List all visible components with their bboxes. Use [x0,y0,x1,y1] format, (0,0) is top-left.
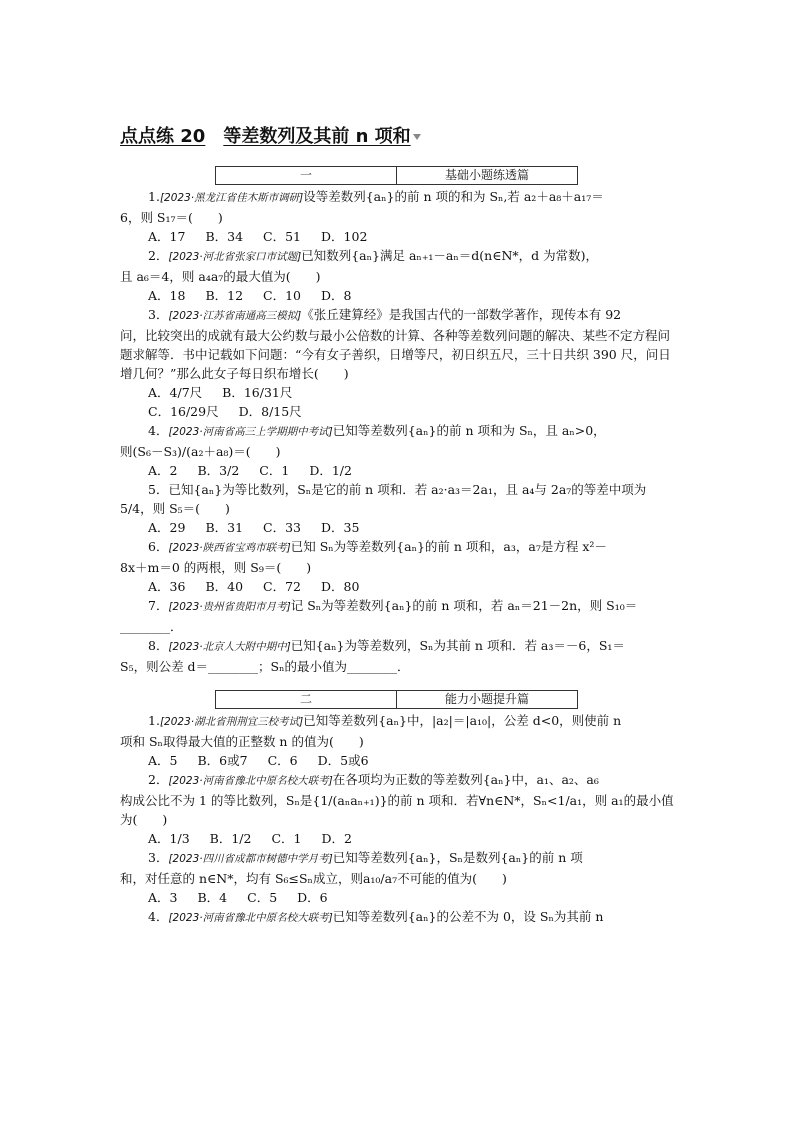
answer-option: B．12 [205,288,244,303]
question-text: S₅，则公差 d＝________；Sₙ的最小值为________． [120,659,410,674]
worksheet-page [120,122,680,928]
question-text: 8x＋m＝0 的两根，则 S₉＝( ) [120,560,312,575]
answer-option: C．51 [263,229,302,244]
question-text [120,596,680,617]
question-text: 2． [148,248,169,263]
options-row [120,751,680,770]
question-source: [2023·河南省豫北中原名校大联考] [168,775,333,787]
question-text: 和，对任意的 n∈N*，均有 S₆≤Sₙ成立，则a₁₀/a₇不可能的值为( ) [120,871,507,886]
answer-option: D．8 [321,288,352,303]
question-text [120,711,680,732]
section-number: 一 [216,167,397,185]
answer-option: D．102 [321,229,368,244]
question-text: 已知等差数列{aₙ}中，|a₂|＝|a₁₀|，公差 d<0，则使前 n [303,713,622,728]
answer-option: B．16/31尺 [222,385,293,400]
section-number: 二 [216,691,397,709]
question-1-7 [120,596,680,636]
question-text: 且 a₆＝4，则 a₄a₇的最大值为( ) [120,269,321,284]
title-main: 等差数列及其前 n 项和 [223,126,411,147]
question-text: 则(S₆－S₃)/(a₂＋a₈)＝( ) [120,444,281,459]
question-text [120,421,680,442]
answer-option: A．17 [148,229,186,244]
question-text [120,636,680,657]
answer-option: C．5 [247,890,278,905]
options-row [120,518,680,537]
question-text: 已知数列{aₙ}满足 aₙ₊₁－aₙ＝d(n∈N*，d 为常数)， [301,248,599,263]
question-text: 6，则 S₁₇＝( ) [120,210,223,225]
question-1-6 [120,537,680,596]
answer-option: C．10 [263,288,302,303]
question-text: 已知等差数列{aₙ}，Sₙ是数列{aₙ}的前 n 项 [332,850,583,865]
answer-option: C．6 [267,753,298,768]
answer-option: D．35 [321,520,360,535]
answer-option: D．5或6 [317,753,369,768]
question-text: 1. [148,189,160,204]
answer-option: A．2 [148,463,178,478]
question-1-8 [120,636,680,676]
answer-option: D．80 [321,579,360,594]
answer-option: A．4/7尺 [148,385,203,400]
question-text: 在各项均为正数的等差数列{aₙ}中，a₁、a₂、a₆ [332,772,599,787]
question-2-4 [120,907,680,928]
question-text: 5/4，则 S₅＝( ) [120,501,230,516]
question-text: 3． [148,307,169,322]
options-row [120,227,680,246]
question-text: 记 Sₙ为等差数列{aₙ}的前 n 项和，若 aₙ＝21－2n，则 S₁₀＝ [290,598,638,613]
question-source: [2023·陕西省宝鸡市联考] [168,542,291,554]
question-text: 4． [148,909,169,924]
answer-option: B．31 [205,520,244,535]
question-text: 7． [148,598,169,613]
question-text: 8． [148,638,169,653]
answer-option: C．1 [271,831,302,846]
answer-option: A．29 [148,520,186,535]
answer-option: A．5 [148,753,178,768]
question-1-1 [120,187,680,246]
options-row [120,829,680,848]
question-text: ________． [120,619,183,634]
answer-option: D．2 [321,831,352,846]
answer-option: B．4 [197,890,228,905]
options-row [120,383,680,402]
answer-option: C．72 [263,579,302,594]
question-text: 问，比较突出的成就有最大公约数与最小公倍数的计算、各种等差数列问题的解决、某些不定方程问题求解等．书中记载如下问题：“今有女子善织，日增等尺，初日织五尺，三十日共织 390 尺，问日增几何？”那么此女子每日织布增长( ) [120,328,671,381]
question-source: [2023·北京人大附中期中] [168,641,291,653]
question-2-2 [120,770,680,848]
options-row [120,888,680,907]
dropdown-marker-icon [413,134,421,140]
answer-option: B．6或7 [197,753,248,768]
question-text [120,187,680,208]
question-1-5 [120,480,680,537]
question-source: [2023·河南省豫北中原名校大联考] [168,912,333,924]
question-text: 已知{aₙ}为等比数列，Sₙ是它的前 n 项和．若 a₂·a₃＝2a₁，且 a₄与 2a₇的等差中项为 [168,482,647,497]
question-text [120,770,680,791]
answer-option: C．33 [263,520,302,535]
question-text: 设等差数列{aₙ}的前 n 项的和为 Sₙ,若 a₂＋a₈＋a₁₇＝ [303,189,604,204]
question-text [120,848,680,869]
answer-option: A．18 [148,288,186,303]
options-row [120,461,680,480]
question-source: [2023·湖北省荆荆宜三校考试] [159,716,304,728]
question-text: 构成公比不为 1 的等比数列，Sₙ是{1/(aₙaₙ₊₁)}的前 n 项和．若∀n∈N*，Sₙ<1/a₁，则 a₁的最小值为( ) [120,793,674,827]
question-source: [2023·江苏省南通高三模拟] [168,310,302,322]
question-text [120,907,680,928]
options-row [120,286,680,305]
question-1-4 [120,421,680,480]
question-2-3 [120,848,680,907]
question-source: [2023·贵州省贵阳市月考] [168,601,291,613]
answer-option: B．40 [205,579,244,594]
answer-option: B．3/2 [197,463,240,478]
question-text: 2． [148,772,169,787]
options-row [120,577,680,596]
page-title [120,122,680,152]
question-1-3 [120,305,680,421]
question-text: 6． [148,539,169,554]
question-text: 已知 Sₙ为等差数列{aₙ}的前 n 项和，a₃，a₇是方程 x²－ [290,539,607,554]
question-text: 《张丘建算经》是我国古代的一部数学著作，现传本有 92 [301,307,622,322]
answer-option: B．34 [205,229,244,244]
question-1-2 [120,246,680,305]
question-text [120,480,680,499]
question-text: 已知等差数列{aₙ}的公差不为 0，设 Sₙ为其前 n [332,909,604,924]
question-source: [2023·黑龙江省佳木斯市调研] [159,192,304,204]
question-text: 项和 Sₙ取得最大值的正整数 n 的值为( ) [120,734,364,749]
question-text: 3． [148,850,169,865]
section-header-2 [215,690,578,709]
question-source: [2023·河南省高三上学期期中考试] [168,426,333,438]
section-name: 能力小题提升篇 [397,691,578,709]
question-text: 4． [148,423,169,438]
question-text [120,246,680,267]
question-text: 1. [148,713,160,728]
title-prefix: 点点练 20 [120,126,206,147]
answer-option: A．1/3 [148,831,190,846]
question-text: 5． [148,482,169,497]
question-source: [2023·河北省张家口市试题] [168,251,302,263]
options-row [120,402,680,421]
answer-option: D．6 [297,890,328,905]
answer-option: A．3 [148,890,178,905]
question-text: 已知{aₙ}为等差数列，Sₙ为其前 n 项和．若 a₃＝－6，S₁＝ [290,638,625,653]
answer-option: D．8/15尺 [238,404,302,419]
section-header-1 [215,166,578,185]
answer-option: C．16/29尺 [148,404,219,419]
answer-option: D．1/2 [309,463,352,478]
question-source: [2023·四川省成都市树德中学月考] [168,853,333,865]
question-text [120,305,680,326]
question-text [120,537,680,558]
answer-option: A．36 [148,579,186,594]
answer-option: C．1 [259,463,290,478]
section-name: 基础小题练透篇 [397,167,578,185]
answer-option: B．1/2 [209,831,252,846]
question-text: 已知等差数列{aₙ}的前 n 项和为 Sₙ，且 aₙ>0， [332,423,606,438]
question-2-1 [120,711,680,770]
